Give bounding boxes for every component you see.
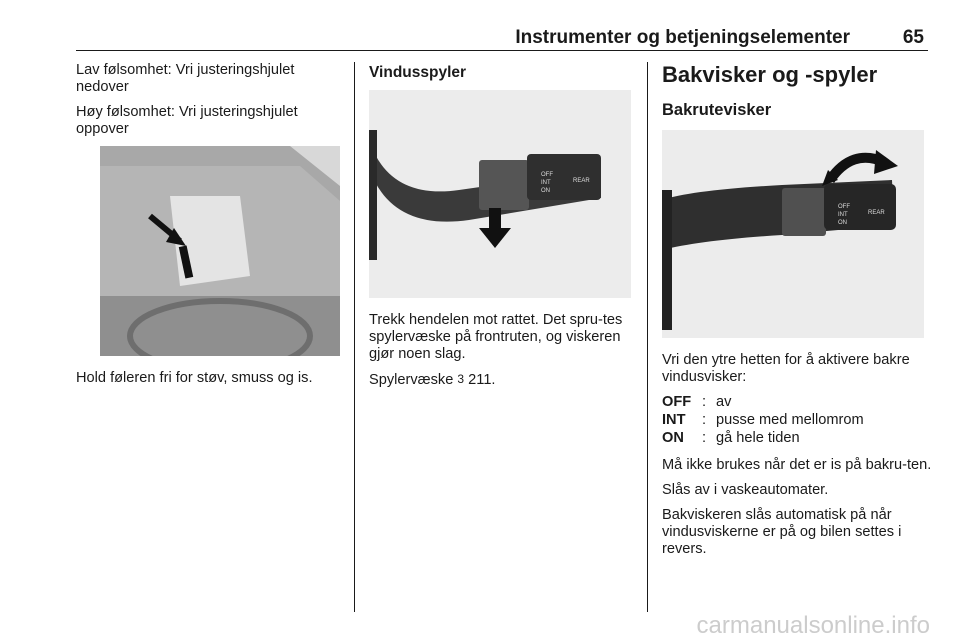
stalk-off-label: OFF [541,172,553,178]
wiper-options-list [662,394,932,447]
rear-wiper-stalk-illustration [662,130,924,338]
column-divider-2 [647,62,648,612]
rear-stalk-int-label: INT [838,212,848,218]
washer-stalk-illustration [369,90,631,298]
washer-instruction-text: Trekk hendelen mot rattet. Det spru-tes spylervæske på frontruten, og viskeren gjør noen slag. [369,312,623,362]
rear-window-wiper-subheading: Bakrutevisker [662,101,772,119]
option-value: av [716,394,732,410]
page-number: 65 [902,27,924,48]
column-1 [76,62,344,395]
ice-warning-text: Må ikke brukes når det er is på bakru-ten. [662,457,932,473]
option-off [662,394,932,411]
keep-sensor-clean-text: Hold føleren fri for støv, smuss og is. [76,370,313,386]
option-int [662,412,932,429]
option-separator: : [702,430,707,446]
low-sensitivity-text: Lav følsomhet: Vri justeringshjulet nedover [76,62,295,95]
option-separator: : [702,412,707,428]
watermark: carmanualsonline.info [696,612,930,639]
sensor-photo [100,146,340,356]
rear-stalk-off-label: OFF [838,204,850,210]
rear-stalk-rear-label: REAR [868,210,885,216]
option-on [662,430,932,447]
column-2 [369,62,635,397]
option-separator: : [702,394,707,410]
car-wash-text: Slås av i vaskeautomater. [662,482,829,498]
rear-wiper-heading: Bakvisker og -spyler [662,62,878,87]
option-value: gå hele tiden [716,430,800,446]
stalk-int-label: INT [541,180,551,186]
option-key: ON [662,430,684,446]
page-reference-icon: 3 [457,372,465,386]
stalk-rear-label: REAR [573,178,590,184]
rear-wiper-instruction-text: Vri den ytre hetten for å aktivere bakre vindusvisker: [662,352,910,385]
stalk-on-label: ON [541,188,550,194]
rear-stalk-on-label: ON [838,220,847,226]
page-title: Instrumenter og betjeningselementer [515,27,850,48]
page-header [76,26,928,51]
windscreen-washer-heading: Vindusspyler [369,64,467,81]
column-divider-1 [354,62,355,612]
option-key: OFF [662,394,692,410]
option-value: pusse med mellomrom [716,412,864,428]
reference-text: Spylervæske [369,372,454,388]
high-sensitivity-text: Høy følsomhet: Vri justeringshjulet oppover [76,104,298,137]
washer-fluid-reference [369,371,635,389]
reference-page: 211. [468,372,496,388]
column-3 [662,62,932,566]
reverse-auto-text: Bakviskeren slås automatisk på når vindusviskerne er på og bilen settes i revers. [662,507,902,557]
option-key: INT [662,412,686,428]
